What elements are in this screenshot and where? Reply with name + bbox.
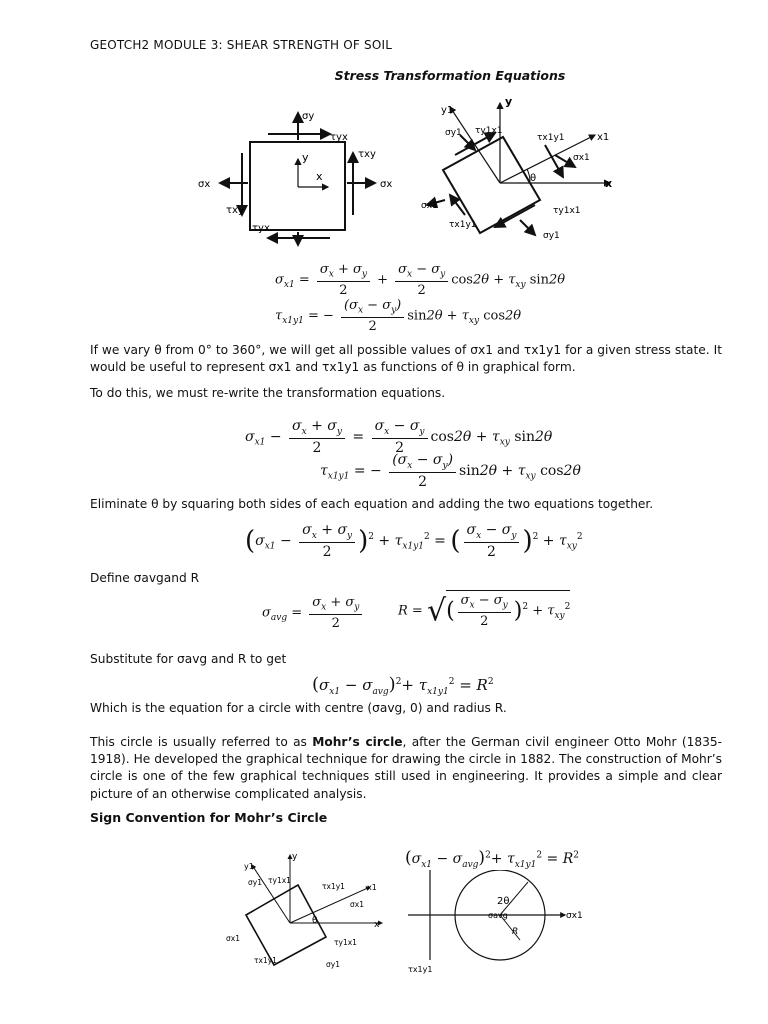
small-sigma-x1-label: σx1: [350, 900, 364, 909]
sigma-x-right-label: σx: [380, 179, 393, 190]
equation-mohr-circle-small: $(\sigma_{x1} - \sigma_{avg})^2+ \tau_{x1y1}^2 = R^2$: [405, 848, 580, 870]
equation-radius: R = √( $\frac{\sigma_x - \sigma_y}{2}$ )$^2 + \tau_{xy}^2$: [398, 590, 570, 629]
stress-element-diagram: [190, 105, 410, 255]
paragraph-substitute: Substitute for σavg and R to get: [90, 652, 287, 666]
tau-yx-top-label: τyx: [330, 132, 348, 143]
mohr-intro-text: This circle is usually referred to as: [90, 735, 313, 749]
tau-y1x1-top-label: τy1x1: [475, 126, 503, 136]
theta-label: θ: [530, 173, 537, 184]
small-theta-label: θ: [312, 916, 318, 926]
rotated-element-diagram: [415, 95, 625, 245]
paragraph-eliminate-theta: Eliminate θ by squaring both sides of each equation and adding the two equations together.: [90, 497, 654, 511]
sigma-x1-left-label: σx1: [421, 201, 438, 211]
tau-x1y1-axis-label: τx1y1: [408, 965, 433, 974]
small-sigma-y1-bottom-label: σy1: [326, 960, 340, 969]
axis-y1-label: y1: [441, 105, 454, 116]
small-axis-y-label: y: [292, 852, 298, 862]
sigma-x1-right-label: σx1: [573, 153, 590, 163]
sigma-x-left-label: σx: [198, 179, 211, 190]
sigma-y1-bottom-label: σy1: [543, 231, 560, 241]
paragraph-rewrite: To do this, we must re-write the transformation equations.: [90, 386, 446, 400]
sigma-y1-top-label: σy1: [445, 128, 462, 138]
axis-x-label: x: [316, 170, 323, 183]
small-tau-y1x1-bottom-label: τy1x1: [334, 938, 357, 947]
axis-y-label: y: [302, 151, 309, 164]
small-axis-x1-label: x1: [367, 883, 377, 892]
equation-tau-x1y1: $\tau_{x1y1}$ = − $\frac{(\sigma_x - \sigma_y)}{2}$ $\sin 2\theta + \tau_{xy}$ cos2θ: [275, 298, 522, 334]
small-sigma-y1-label: σy1: [248, 878, 262, 887]
small-rotated-element-diagram: [222, 845, 392, 975]
two-theta-label: 2θ: [497, 896, 510, 907]
tau-x1y1-bottom-label: τx1y1: [449, 220, 477, 230]
tau-x1y1-right-label: τx1y1: [537, 133, 565, 143]
paragraph-mohrs-circle: [90, 734, 722, 803]
small-tau-x1y1-bottom-label: τx1y1: [254, 956, 277, 965]
mohr-body-text: , after the German civil engineer Otto Mohr (1835-1918). He developed the graphical technique for drawing the circle in 1882. The construction of Mohr’s circle is one of the few graphical techniques still used in engineering. It provides a simple and clear picture of an otherwise complicated analysis.: [90, 735, 722, 801]
mohr-circle-term: Mohr’s circle: [312, 735, 403, 749]
section-title: Stress Transformation Equations: [334, 68, 566, 83]
radius-label: R: [512, 927, 519, 937]
axis-x1-label: x1: [597, 132, 610, 143]
equation-mohr-circle: $(\sigma_{x1} - \sigma_{avg})^2+ \tau_{x1y1}^2 = R^2$: [312, 674, 494, 697]
axis-x-label: x: [605, 177, 613, 190]
mohr-circle-diagram: [400, 870, 600, 985]
tau-xy-left-label: τxy: [226, 205, 244, 216]
small-sigma-x1-left-label: σx1: [226, 934, 240, 943]
equation-squared-sum: ($\sigma_{x1}$ − $\frac{\sigma_x + \sigma_y}{2}$ )$^2 + \tau_{x1y1}^2$ = ( $\frac{\sigma_x - \sigma_y}{2}$ )$^2 + \tau_{xy}^2$: [245, 522, 583, 560]
section-heading-sign-convention: Sign Convention for Mohr’s Circle: [90, 810, 328, 825]
sigma-x1-axis-label: σx1: [566, 911, 583, 921]
equation-sigma-x1: $\sigma_{x1}$ = $\frac{\sigma_x + \sigma_y}{2}$ + $\frac{\sigma_x - \sigma_y}{2}$ $\cos 2\theta + \tau_{xy}$ sin2θ: [275, 262, 566, 298]
tau-y1x1-bottom-label: τy1x1: [553, 206, 581, 216]
tau-yx-bottom-label: τyx: [252, 223, 270, 234]
paragraph-circle-equation: Which is the equation for a circle with centre (σavg, 0) and radius R.: [90, 701, 507, 715]
equation-sigma-avg: $\sigma_{avg}$ = $\frac{\sigma_x + \sigma_y}{2}$: [262, 595, 365, 631]
paragraph-vary-theta: If we vary θ from 0° to 360°, we will get all possible values of σx1 and τx1y1 for a given stress state. It would be useful to represent σx1 and τx1y1 as functions of θ in graphical form.: [90, 343, 722, 375]
sigma-y-label: σy: [302, 111, 315, 122]
small-axis-y1-label: y1: [244, 862, 254, 871]
paragraph-define: Define σavgand R: [90, 571, 200, 585]
equation-tau-x1y1-rewritten: $\tau_{x1y1}$ = − $\frac{(\sigma_x - \sigma_y)}{2}$ $\sin 2\theta + \tau_{xy}$ cos2θ: [320, 452, 581, 490]
small-tau-x1y1-label: τx1y1: [322, 882, 345, 891]
small-axis-x-label: x: [374, 920, 380, 930]
sigma-avg-label: σavg: [488, 911, 508, 920]
axis-y-label: y: [505, 95, 513, 108]
equation-sigma-x1-rewritten: $\sigma_{x1}$ − $\frac{\sigma_x + \sigma_y}{2}$ = $\frac{\sigma_x - \sigma_y}{2}$ $\cos 2\theta + \tau_{xy}$ sin2θ: [245, 418, 553, 456]
small-tau-y1x1-label: τy1x1: [268, 876, 291, 885]
document-header: GEOTCH2 MODULE 3: SHEAR STRENGTH OF SOIL: [90, 38, 393, 52]
tau-xy-right-label: τxy: [358, 149, 376, 160]
